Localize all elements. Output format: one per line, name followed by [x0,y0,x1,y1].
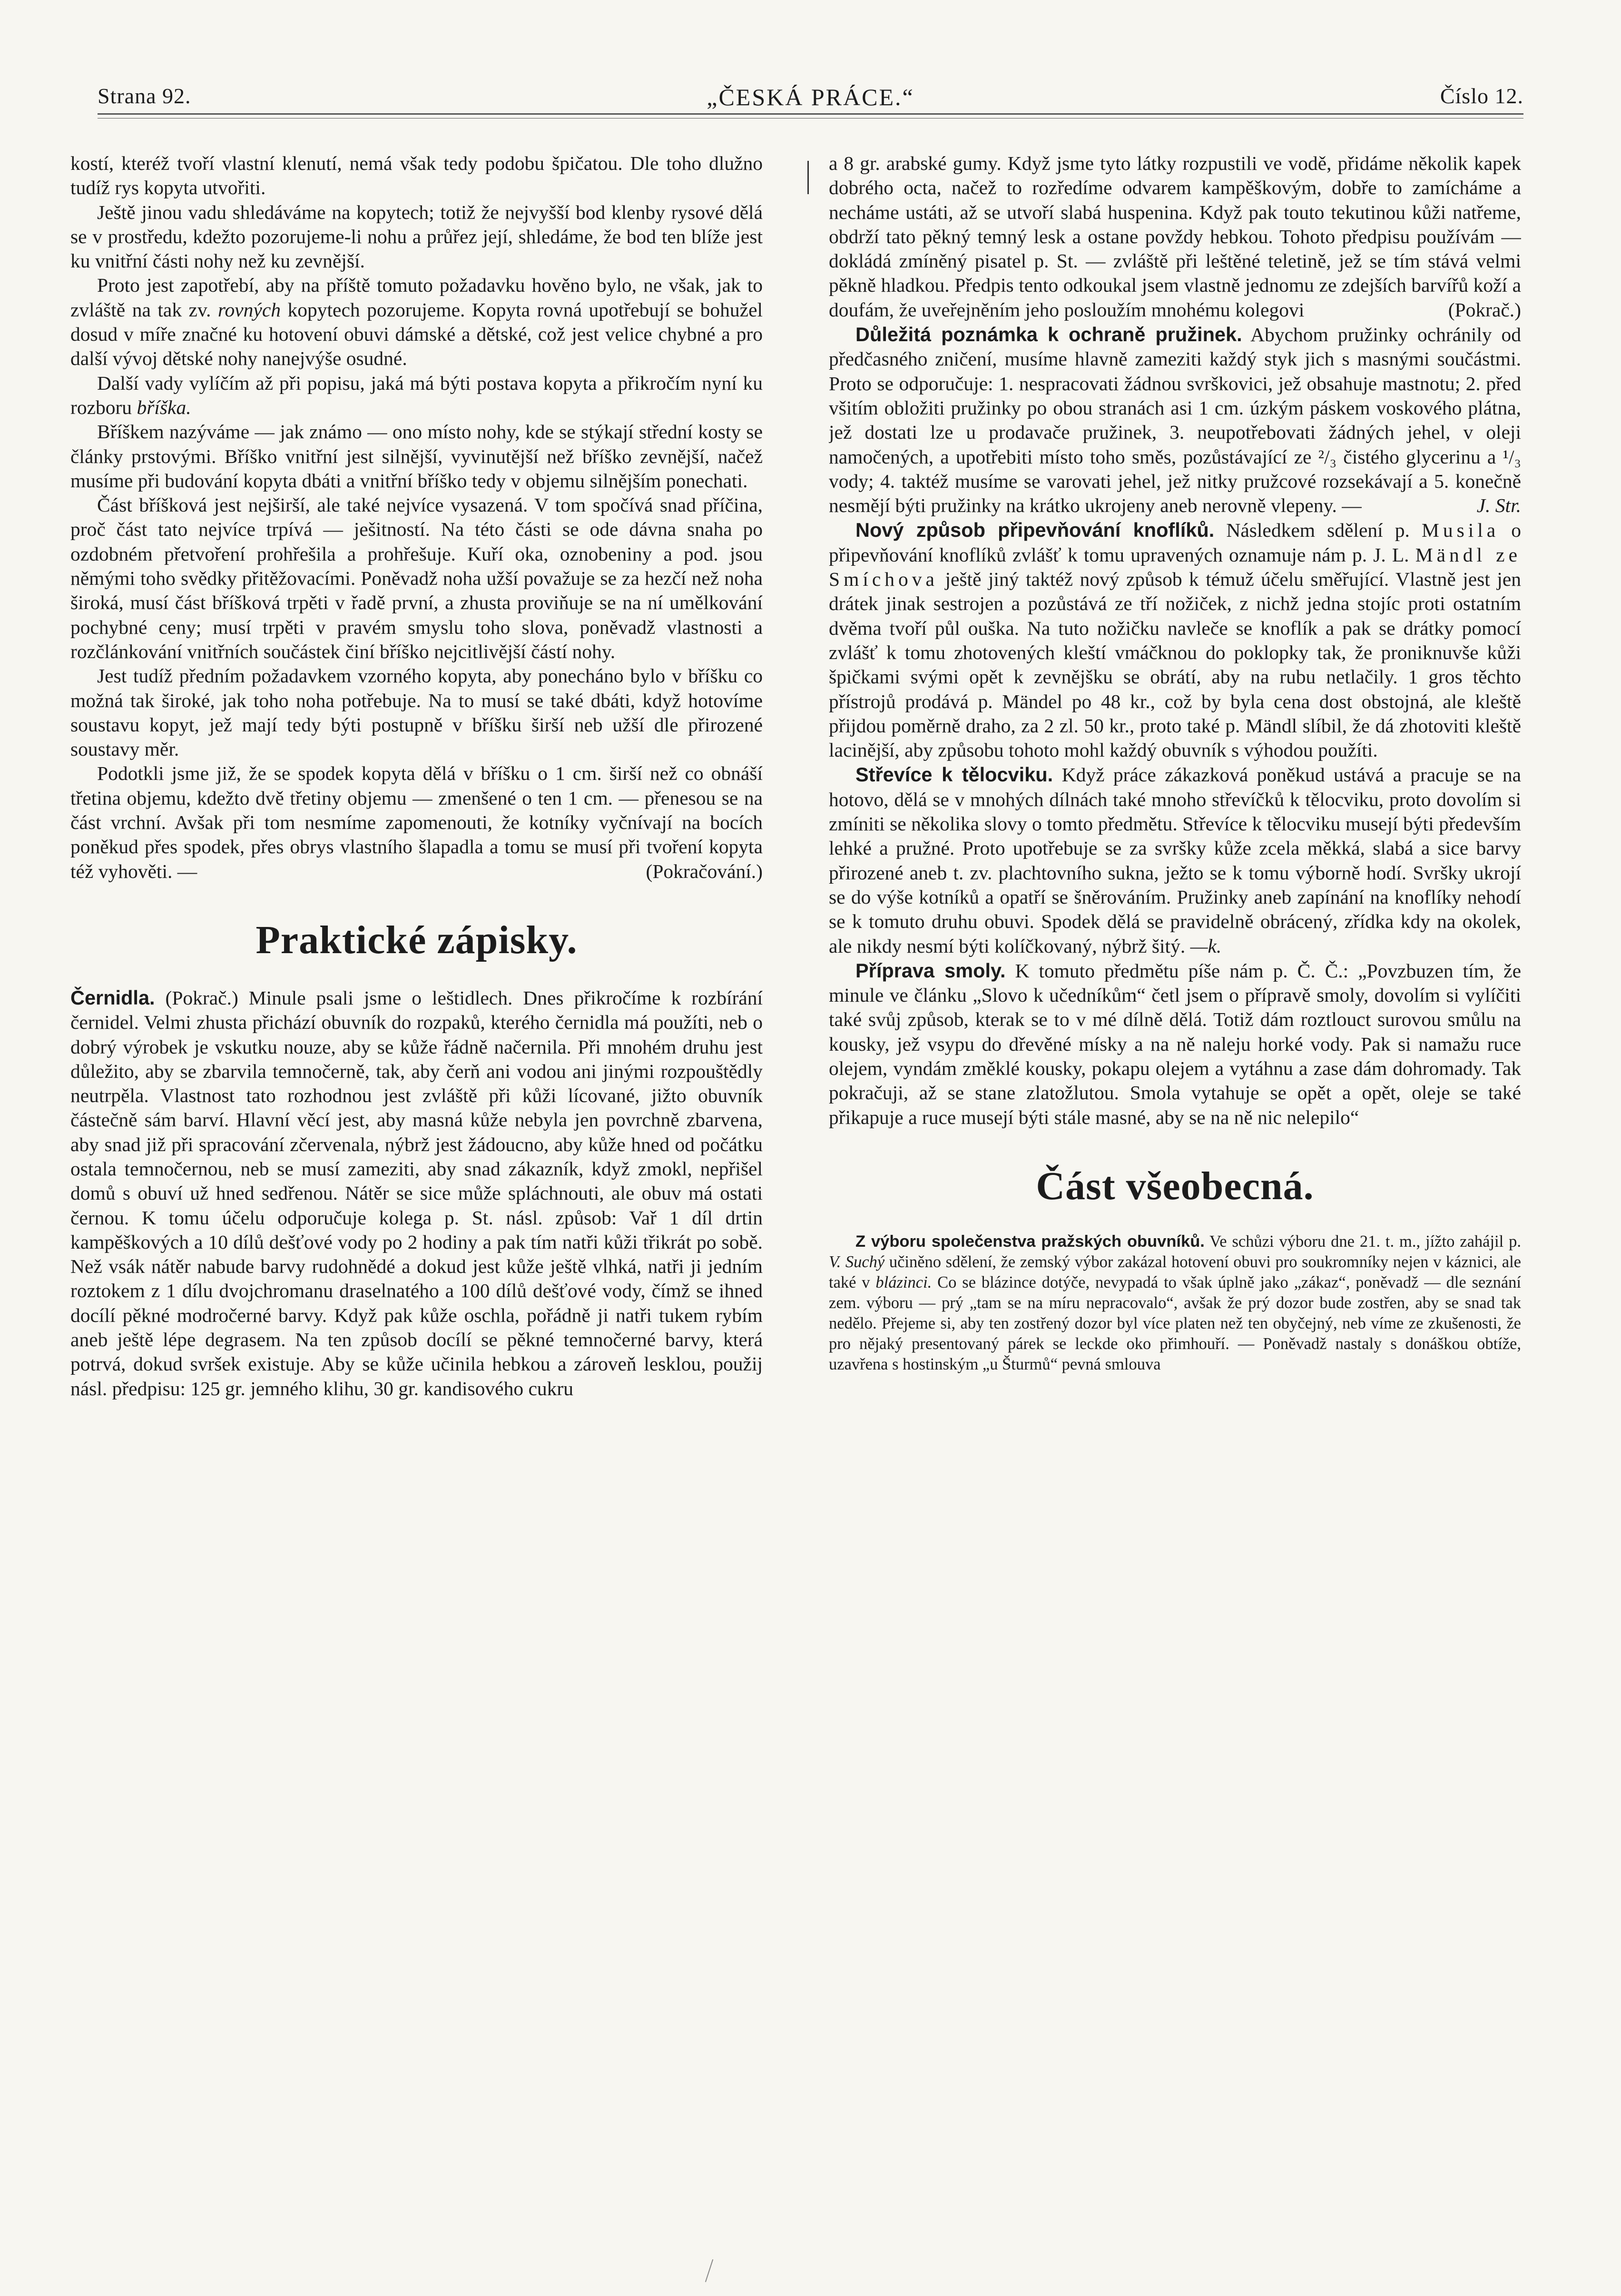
paragraph: Jest tudíž předním požadavkem vzorného kopyta, aby ponecháno bylo v bříšku co možná tak široké, jak toho noha potřebuje. Na to musí se také dbáti, když hotovíme soustavu kopyt, jež mají tedy býti postupně v bříšku širší neb užší dle přirozené soustavy měr. [70,665,763,760]
paragraph: Podotkli jsme již, že se spodek kopyta dělá v bříšku o 1 cm. širší než co obnáší třetina objemu, kdežto dvě třetiny objemu — zmenšené o ten 1 cm. — přenesou se na část vrchní. Avšak při tom nesmíme zapomenouti, že kotníky vyčnívají na bocích poněkud přes spodek, přes obrys vlastního šlapadla a tomu se musí při tvoření kopyta též vyhověti. — (Pokračování.) [70,761,763,883]
paragraph: Proto jest zapotřebí, aby na příště tomuto požadavku hověno bylo, ne však, jak to zvláště na tak zv. rovných kopytech pozorujeme. Kopyta rovná upotřebují se bohužel dosud v míře značné ku hotovení obuvi dámské a dětské, což jest velice chybné a pro další vývoj dětské nohy nanejvýše osudné. [70,274,763,370]
article-heading: Střevíce k tělocviku. [855,763,1053,786]
article-heading: Černidla. [70,986,155,1009]
paragraph: a 8 gr. arabské gumy. Když jsme tyto látky rozpustili ve vodě, přidáme několik kapek dobrého octa, načež to rozředíme odvarem kampěškovým, dobře to zamícháme a necháme ustáti, až se utvoří slabá huspenina. Když pak touto tekutinou kůži natřeme, obdrží tato pěkný temný lesk a ostane povždy hebkou. Tohoto předpisu používám — dokládá zmíněný pisatel p. St. — zvláště při leštěné teletině, jež se tím stává velmi pěkně hladkou. Předpis tento odkoukal jsem vlastně jednomu ze zdejších barvířů koží a doufám, že uveřejněním jeho posloužím mnohému kolegovi (Pokrač.) [829,151,1521,322]
paragraph: Ještě jinou vadu shledáváme na kopytech; totiž že nejvyšší bod klenby rysové dělá se v prostředu, kdežto pozorujeme-li nohu a průřez její, shledáme, že bod ten blíže jest ku vnitřní části nohy než ku zevnější. [70,201,763,272]
article-heading: Z výboru společenstva pražských obuvníků. [855,1232,1205,1251]
paragraph: Další vady vylíčím až při popisu, jaká má býti postava kopyta a přikročím nyní ku rozboru bříška. [70,372,763,418]
article: Nový způsob připevňování knoflíků. Následkem sdělení p. Musila o připevňování knoflíků zvlášť k tomu upravených oznamuje nám p. J. L. Mändl ze Smíchova ještě jiný taktéž nový způsob k témuž účelu směřující. Vlastně jest jen drátek jinak sestrojen a pozůstává ze tří nožiček, z nichž jedna stojíc proti ostatním dvěma tvoří půl ouška. Na tuto nožičku navleče se knoflík a pak se drátky pomocí zvlášť k tomu zhotovených kleští vmáčknou do poklopky tak, že proniknuvše kůži špičkami svými opět k zevnějšku se obrátí, aby na rubu netlačily. 1 gros těchto přístrojů prodává p. Mändel po 48 kr., což by byla cena dost obstojná, ale kleště přijdou poměrně draho, za 2 zl. 50 kr., proto také p. Mändl slíbil, že dá zhotoviti kleště lacinější, aby způsobu tohoto mohl každý obuvník s výhodou použíti. [829,519,1521,761]
left-column [70,151,763,2238]
person-name: Mändl ze Smíchova [829,543,1521,591]
signature: —k. [1190,935,1222,957]
section-title: Část všeobecná. [1036,1163,1314,1208]
person-name: V. Suchý [829,1252,885,1271]
section-title: Praktické zápisky. [255,917,578,962]
article: Střevíce k tělocviku. Když práce zákazková poněkud ustává a pracuje se na hotovo, dělá se v mnohých dílnách také mnoho střevíčků k tělocviku, proto dovolím si zmíniti se několika slovy o tomto předmětu. Střevíce k tělocviku musejí býti především lehké a pružné. Proto upotřebuje se za svršky kůže zcela měkká, slabá a sice barvy přirozené aneb t. zv. plachtovního sukna, ježto se k tomu výborně hodí. Svršky ukrojí se do výše kotníků a opatří se šněrováním. Pružinky aneb zapínání na knoflíky nehodí se k tomuto druhu obuvi. Spodek dělá se pravidelně obrácený, zřídka kdy na okolek, ale nikdy nesmí býti kolíčkovaný, nýbrž šitý. —k. [829,763,1521,957]
page-mark [697,2257,713,2282]
article-heading: Důležitá poznámka k ochraně pružinek. [855,323,1242,346]
article-heading: Příprava smoly. [855,959,1006,982]
article-heading: Nový způsob připevňování knoflíků. [855,519,1215,542]
page-number: Strana 92. [98,84,191,108]
paragraph: Část bříšková jest nejširší, ale také nejvíce vysazená. V tom spočívá snad příčina, proč část tato nejvíce trpívá — ješitností. Na této části se ode dávna snaha po ozdobném přetvoření prohřešila a prohřešuje. Kuří oka, oznobeniny a pod. jsou němými toho svědky přitěžovacími. Poněvadž noha užší považuje se za hezčí než noha široká, musí část bříšková trpěti v řadě první, a zhusta proviňuje se na ní umělkování pochybné ceny; musí trpěti v pravém smyslu toho slova, poněvadž vlastnosti a rozčlánkování vnitřních součástek činí bříško nejcitlivější částí nohy. [70,494,763,662]
right-column [829,151,1521,2238]
header-rule [98,113,1523,115]
continuation-note: (Pokračování.) [646,860,763,882]
continuation-note: (Pokrač.) [1448,298,1521,321]
article: Černidla. (Pokrač.) Minule psali jsme o leštidlech. Dnes přikročíme k rozbírání černidel. Velmi zhusta přichází obuvník do rozpaků, kterého černidla má použíti, neb o dobrý výrobek je vskutku nouze, aby se kůže řádně načernila. Při mnohém druhu jest důležito, aby se zbarvila temnočerně, tak, aby čerň ani vodou ani jinými rozpouštědly neutrpěla. Vlastnost tato rozhodnou jest zvláště při kůži lícované, jižto obuvník částečně sám barví. Hlavní věcí jest, aby masná kůže nebyla jen povrchně zbarvena, aby snad již při spracování zčervenala, nýbrž jest žádoucno, aby kůže hned od počátku ostala temnočernou, neb se musí zameziti, aby snad zákazník, když zmokl, nepřišel domů s obuví už hned sedřenou. Nátěr se sice může spláchnouti, ale obuv má ostati černou. K tomu účelu odporučuje kolega p. St. násl. způsob: Vař 1 díl drtin kampěškových a 10 dílů dešťové vody po 2 hodiny a pak tím natři kůži třikrát po sobě. Než vsák nátěr nabude barvy rudohnědé a dokud jest kůže ještě vlhká, natři ji jedním roztokem z 1 dílu dvojchromanu draselnatého a 100 dílů dešťové vody, čímž se ihned docílí pěkné modročerné barvy. Když pak kůže oschla, pořádně ji natři tukem rybím aneb ještě lépe degrasem. Na ten způsob docílí se pěkné temnočerné barvy, která potrvá, dokud svršek existuje. Aby se kůže učinila hebkou a zároveň lesklou, použij násl. předpisu: 125 gr. jemného klihu, 30 gr. kandisového cukru [70,986,763,1399]
person-name: Musila [1421,519,1500,542]
news-item: Z výboru společenstva pražských obuvníků. Ve schůzi výboru dne 21. t. m., jížto zahájil p. V. Suchý učiněno sdělení, že zemský výbor zakázal hotovení obuvi pro soukromníky nejen v káznici, ale také v blázinci. Co se blázince dotýče, nevypadá to však úplně jako „zákaz“, poněvadž — dle seznání zem. výboru — prý „tam se na míru nepracovalo“, avšak že prý dozor bude zostřen, aby se snad tak nedělo. Přejeme si, aby ten zostřený dozor byl více platen než ten obyčejný, neb víme ze zkušenosti, že pro nějaký presentovaný párek se leckde oko přimhouří. — Poněvadž nastaly s donáškou obtíže, uzavřena s hostinským „u Šturmů“ pevná smlouva [829,1232,1521,1373]
italic-term: rovných [217,298,281,321]
paragraph: kostí, kteréž tvoří vlastní klenutí, nemá však tedy podobu špičatou. Dle toho dlužno tudíž rys kopyta utvořiti. [70,152,763,199]
article: Příprava smoly. K tomuto předmětu píše nám p. Č. Č.: „Povzbuzen tím, že minule ve článku „Slovo k učedníkům“ četl jsem o přípravě smoly, dovolím si vylíčiti také svůj způsob, kterak se to v mé dílně dělá. Totiž dám roztlouct surovou smůlu na kousky, jež vsypu do dřevěné mísky a na ně naleju horké vody. Pak si namažu ruce olejem, vyndám změklé kousky, pokapu olejem a vytáhnu a zase dám dohromady. Tak pokračuji, až se stane zlatožlutou. Smola vytahuje se opět a opět, oleje se také přikapuje a ruce musejí býti stále masné, aby se na ně nic nelepilo“ [829,959,1521,1128]
column-separator [807,161,809,194]
issue-number: Číslo 12. [1440,84,1523,108]
periodical-title: „ČESKÁ PRÁCE.“ [707,84,914,110]
article: Důležitá poznámka k ochraně pružinek. Abychom pružinky ochránily od předčasného zničení, musíme hlavně zameziti každý styk jich s masnými součástmi. Proto se odporučuje: 1. nespracovati žádnou svrškovici, jež obsahuje mastnotu; 2. před všitím obložiti pružinky po obou stranách asi 1 cm. úzkým páskem voskového plátna, jež dostati lze u prodavače pružinek, 3. neupotřebovati žádných jehel, v oleji namočených, a upotřebiti místo toho směs, pozůstávající ze ²/₃ čistého glycerinu a ¹/₃ vody; 4. taktéž musíme se varovati jehel, jež nitky pružcové rozsekávají a 5. konečně nesmějí býti pružinky na krátko ukrojeny aneb nerovně vlepeny. — J. Str. [829,322,1521,518]
signature: J. Str. [1476,494,1521,517]
italic-term: blázinci. [875,1273,932,1291]
italic-term: bříška. [137,396,191,418]
paragraph: Bříškem nazýváme — jak známo — ono místo nohy, kde se stýkají střední kosty se články prstovými. Bříško vnitřní jest silnější, vyvinutější než bříško zevnější, načež musíme při budování kopyta dbáti a vnitřní bříško tedy v objemu silnějším ponechati. [70,421,763,492]
